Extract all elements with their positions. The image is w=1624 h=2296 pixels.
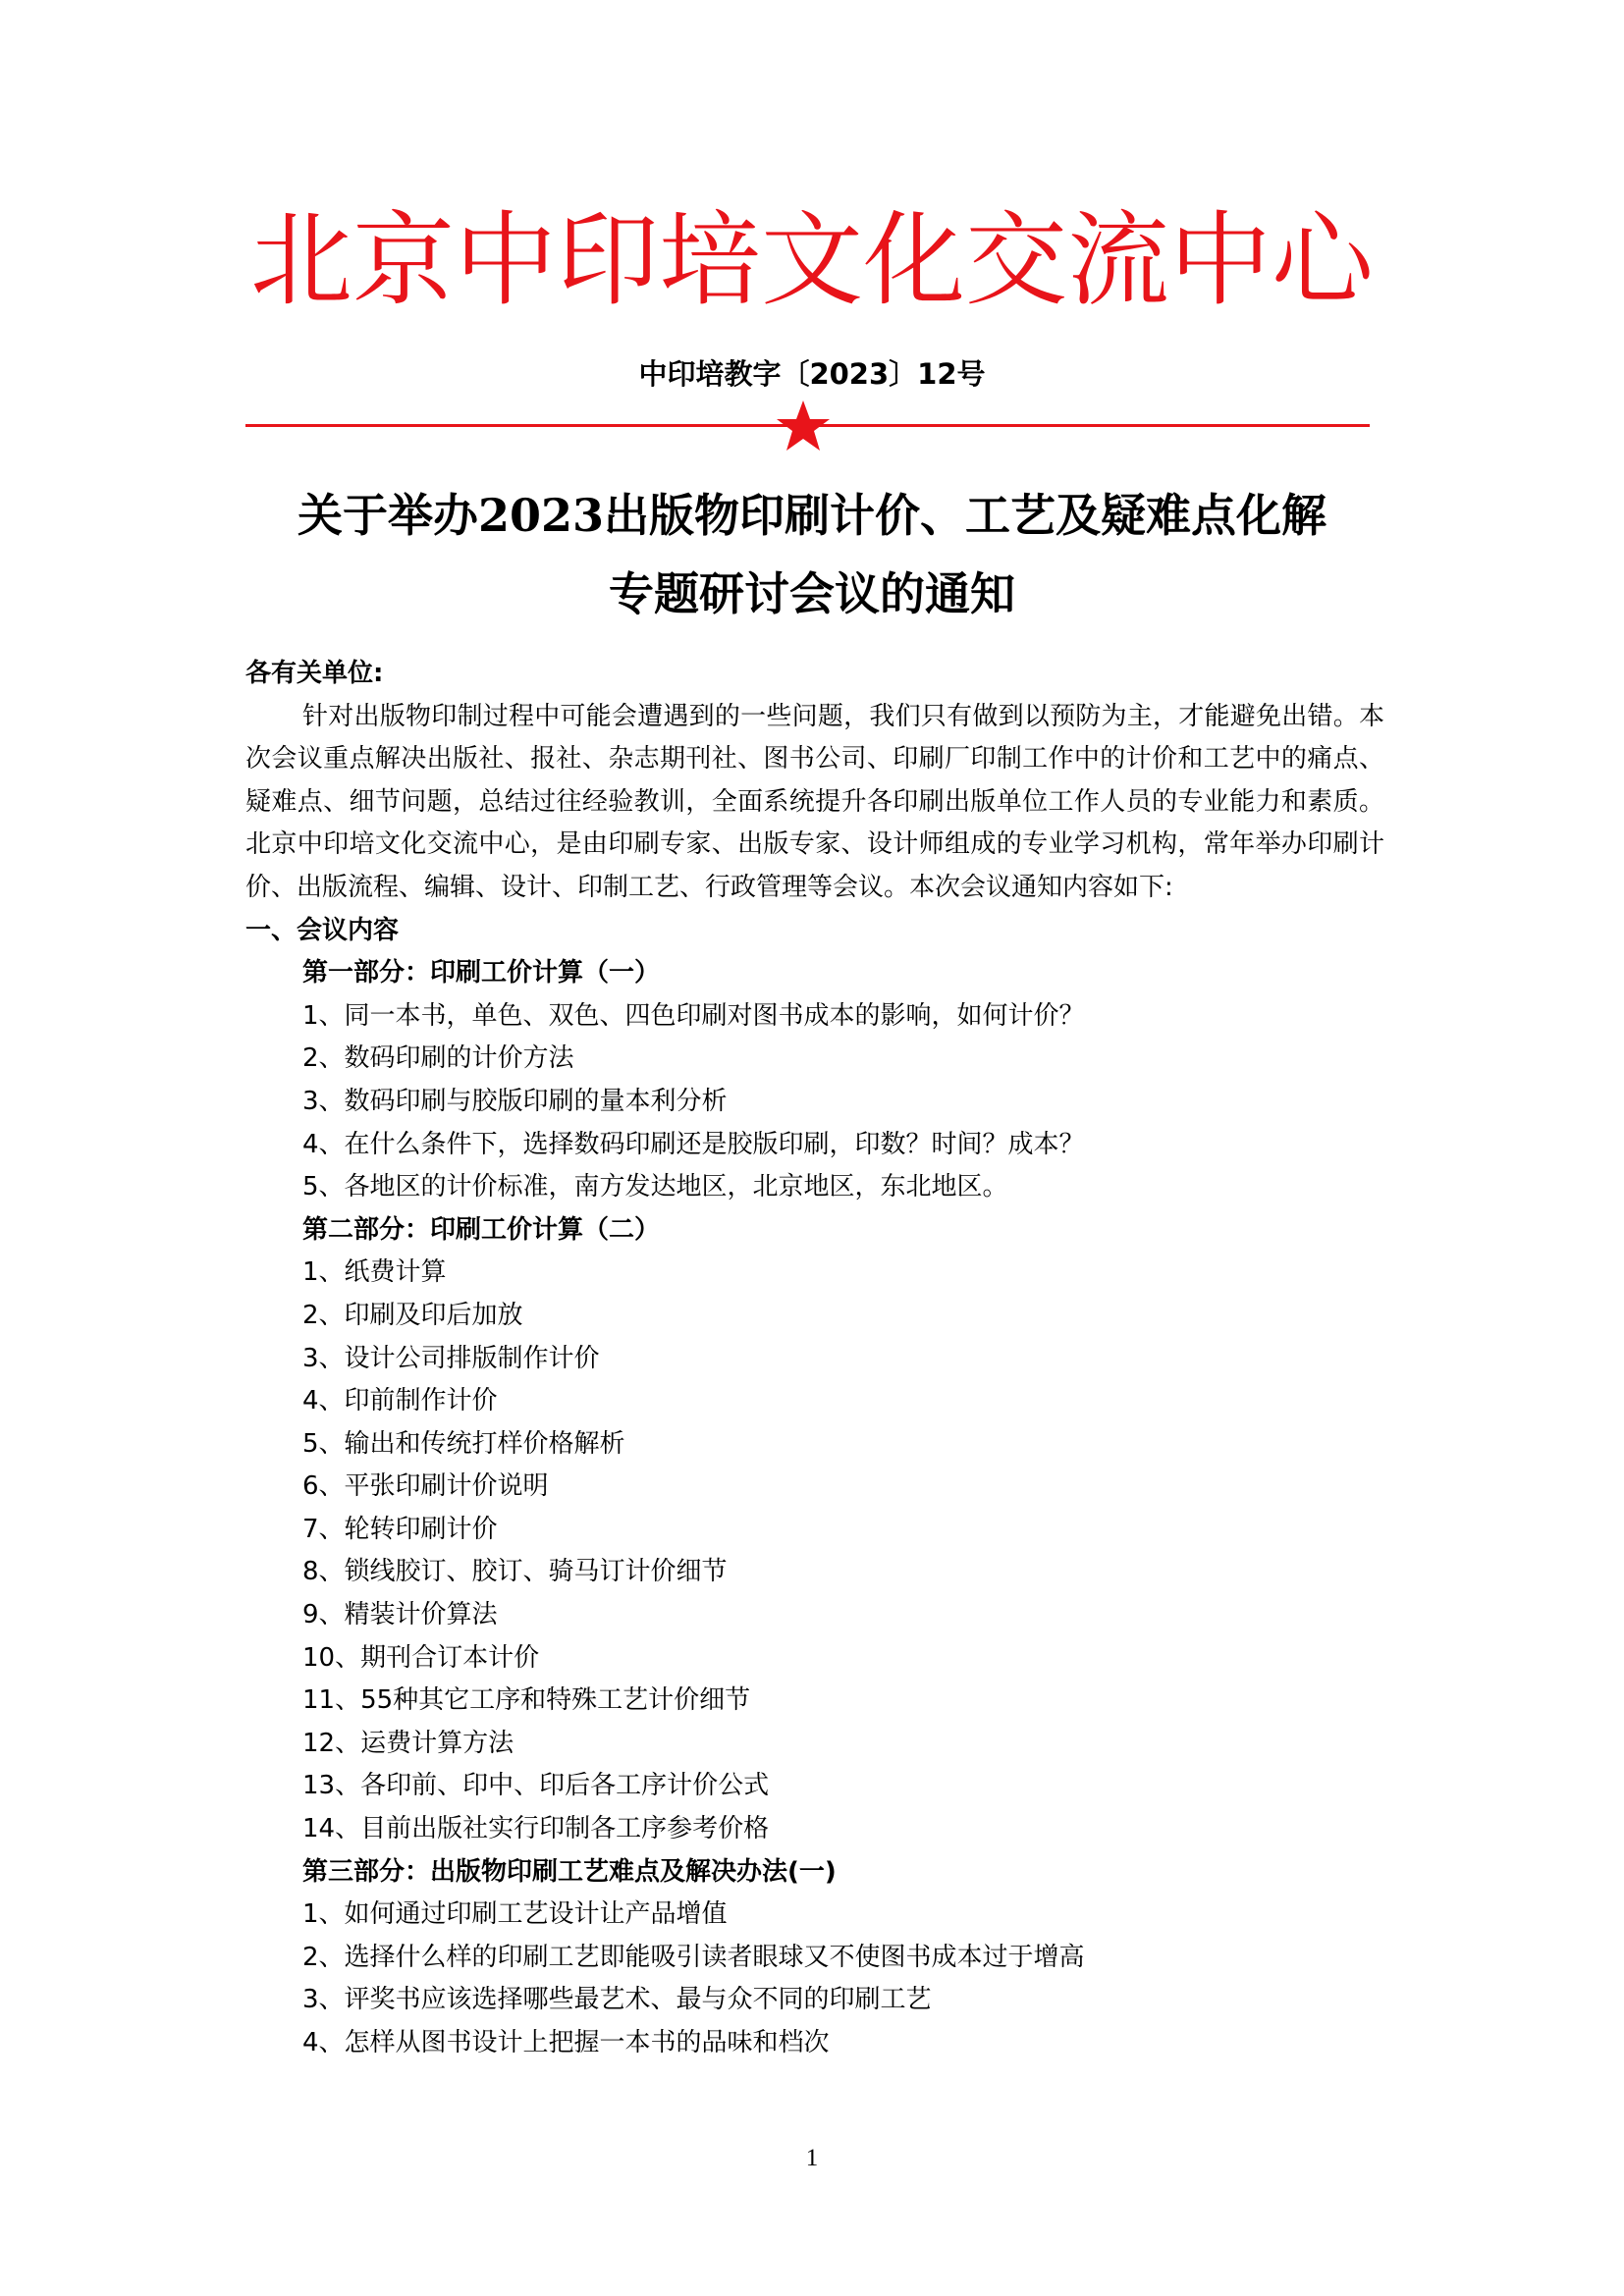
org-name-header: 北京中印培文化交流中心 [249, 200, 1374, 320]
list-item: 1、纸费计算 [302, 1257, 447, 1288]
list-item: 2、数码印刷的计价方法 [302, 1043, 574, 1074]
list-item: 6、平张印刷计价说明 [302, 1471, 549, 1502]
section-heading-meeting-content: 一、会议内容 [245, 915, 400, 945]
notice-title-line2: 专题研讨会议的通知 [609, 567, 1015, 620]
list-item: 4、印前制作计价 [302, 1386, 498, 1416]
list-item: 11、55种其它工序和特殊工艺计价细节 [302, 1685, 751, 1716]
list-item: 3、数码印刷与胶版印刷的量本利分析 [302, 1086, 728, 1116]
list-item: 1、同一本书，单色、双色、四色印刷对图书成本的影响，如何计价？ [302, 1000, 1085, 1031]
notice-title-line1: 关于举办2023出版物印刷计价、工艺及疑难点化解 [297, 489, 1327, 542]
list-item: 5、各地区的计价标准，南方发达地区，北京地区，东北地区。 [302, 1172, 1008, 1202]
list-item: 3、评奖书应该选择哪些最艺术、最与众不同的印刷工艺 [302, 1985, 932, 2015]
list-item: 4、在什么条件下，选择数码印刷还是胶版印刷，印数？时间？成本？ [302, 1129, 1085, 1159]
list-item: 14、目前出版社实行印制各工序参考价格 [302, 1814, 770, 1844]
list-item: 9、精装计价算法 [302, 1600, 498, 1630]
list-item: 2、选择什么样的印刷工艺即能吸引读者眼球又不使图书成本过于增高 [302, 1942, 1085, 1972]
list-item: 7、轮转印刷计价 [302, 1514, 498, 1544]
list-item: 1、如何通过印刷工艺设计让产品增值 [302, 1899, 728, 1930]
list-item: 13、各印前、印中、印后各工序计价公式 [302, 1771, 770, 1801]
part2-heading: 第二部分：印刷工价计算（二） [302, 1214, 661, 1245]
page-number: 1 [805, 2145, 819, 2171]
salutation: 各有关单位: [245, 659, 384, 688]
red-star-icon [774, 398, 833, 456]
list-item: 12、运费计算方法 [302, 1728, 514, 1758]
list-item: 4、怎样从图书设计上把握一本书的品味和档次 [302, 2028, 830, 2057]
part3-heading: 第三部分：出版物印刷工艺难点及解决办法(一) [302, 1856, 837, 1887]
list-item: 2、印刷及印后加放 [302, 1300, 523, 1330]
list-item: 5、输出和传统打样价格解析 [302, 1428, 625, 1459]
notice-body [245, 653, 1384, 2065]
intro-paragraph: 针对出版物印制过程中可能会遭遇到的一些问题，我们只有做到以预防为主，才能避免出错。本次会议重点解决出版社、报社、杂志期刊社、图书公司、印刷厂印制工作中的计价和工艺中的痛点、疑难点、细节问题，总结过往经验教训，全面系统提升各印刷出版单位工作人员的专业能力和素质。北京中印培文化交流中心，是由印刷专家、出版专家、设计师组成的专业学习机构，常年举办印刷计价、出版流程、编辑、设计、印制工艺、行政管理等会议。本次会议通知内容如下: [245, 701, 1384, 902]
part1-heading: 第一部分：印刷工价计算（一） [302, 958, 661, 988]
list-item: 8、锁线胶订、胶订、骑马订计价细节 [302, 1557, 728, 1587]
document-number: 中印培教字〔2023〕12号 [638, 357, 986, 391]
list-item: 10、期刊合订本计价 [302, 1642, 540, 1673]
list-item: 3、设计公司排版制作计价 [302, 1343, 600, 1373]
